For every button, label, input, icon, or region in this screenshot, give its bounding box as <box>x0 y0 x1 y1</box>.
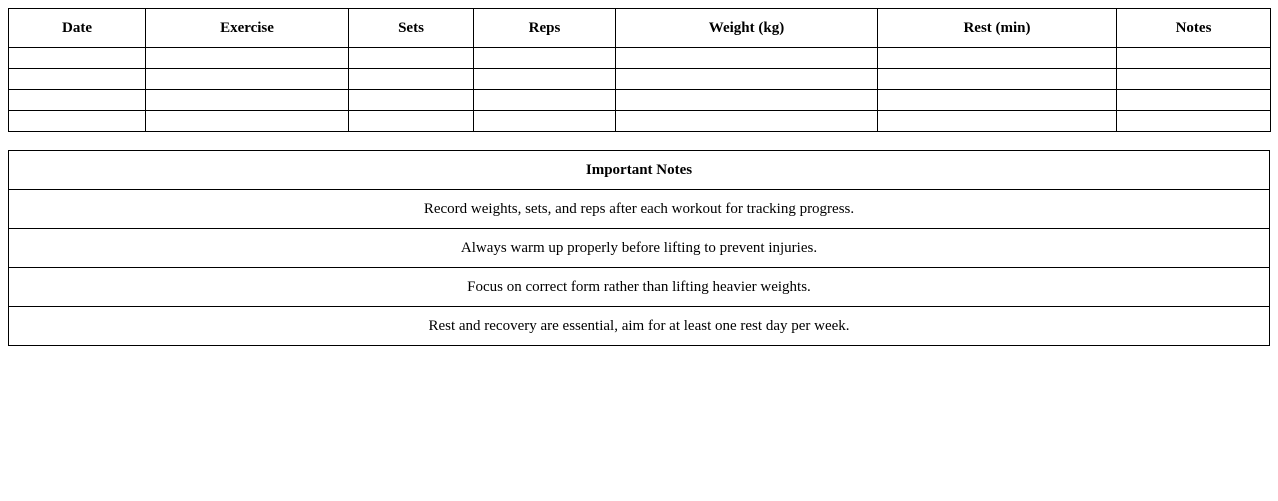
table-cell-rest <box>878 69 1117 90</box>
note-item: Rest and recovery are essential, aim for at least one rest day per week. <box>9 307 1270 346</box>
table-row <box>9 69 1271 90</box>
table-cell-rest <box>878 111 1117 132</box>
table-row <box>9 48 1271 69</box>
table-cell-date <box>9 48 146 69</box>
table-cell-weight <box>616 90 878 111</box>
notes-row <box>9 307 1270 346</box>
table-cell-rest <box>878 90 1117 111</box>
table-cell-exercise <box>146 69 349 90</box>
table-cell-weight <box>616 111 878 132</box>
table-cell-notes <box>1117 48 1271 69</box>
table-cell-notes <box>1117 90 1271 111</box>
table-cell-sets <box>349 69 474 90</box>
column-header-notes: Notes <box>1117 9 1271 48</box>
table-cell-reps <box>474 48 616 69</box>
note-item: Record weights, sets, and reps after each workout for tracking progress. <box>9 190 1270 229</box>
table-cell-date <box>9 69 146 90</box>
table-row <box>9 90 1271 111</box>
notes-heading: Important Notes <box>9 151 1270 190</box>
table-cell-reps <box>474 90 616 111</box>
notes-row <box>9 190 1270 229</box>
table-cell-exercise <box>146 90 349 111</box>
column-header-rest: Rest (min) <box>878 9 1117 48</box>
table-cell-exercise <box>146 48 349 69</box>
table-cell-sets <box>349 90 474 111</box>
table-cell-notes <box>1117 69 1271 90</box>
table-cell-date <box>9 90 146 111</box>
table-cell-rest <box>878 48 1117 69</box>
table-header-row <box>9 9 1271 48</box>
column-header-date: Date <box>9 9 146 48</box>
table-cell-weight <box>616 69 878 90</box>
notes-header-row <box>9 151 1270 190</box>
note-item: Always warm up properly before lifting to prevent injuries. <box>9 229 1270 268</box>
column-header-sets: Sets <box>349 9 474 48</box>
column-header-exercise: Exercise <box>146 9 349 48</box>
table-cell-sets <box>349 111 474 132</box>
table-cell-date <box>9 111 146 132</box>
table-cell-weight <box>616 48 878 69</box>
table-row <box>9 111 1271 132</box>
notes-row <box>9 268 1270 307</box>
table-cell-reps <box>474 111 616 132</box>
note-item: Focus on correct form rather than lifting heavier weights. <box>9 268 1270 307</box>
table-cell-sets <box>349 48 474 69</box>
workout-log-table <box>8 8 1271 132</box>
notes-row <box>9 229 1270 268</box>
table-cell-notes <box>1117 111 1271 132</box>
column-header-weight: Weight (kg) <box>616 9 878 48</box>
column-header-reps: Reps <box>474 9 616 48</box>
table-cell-exercise <box>146 111 349 132</box>
table-cell-reps <box>474 69 616 90</box>
important-notes-table <box>8 150 1270 346</box>
